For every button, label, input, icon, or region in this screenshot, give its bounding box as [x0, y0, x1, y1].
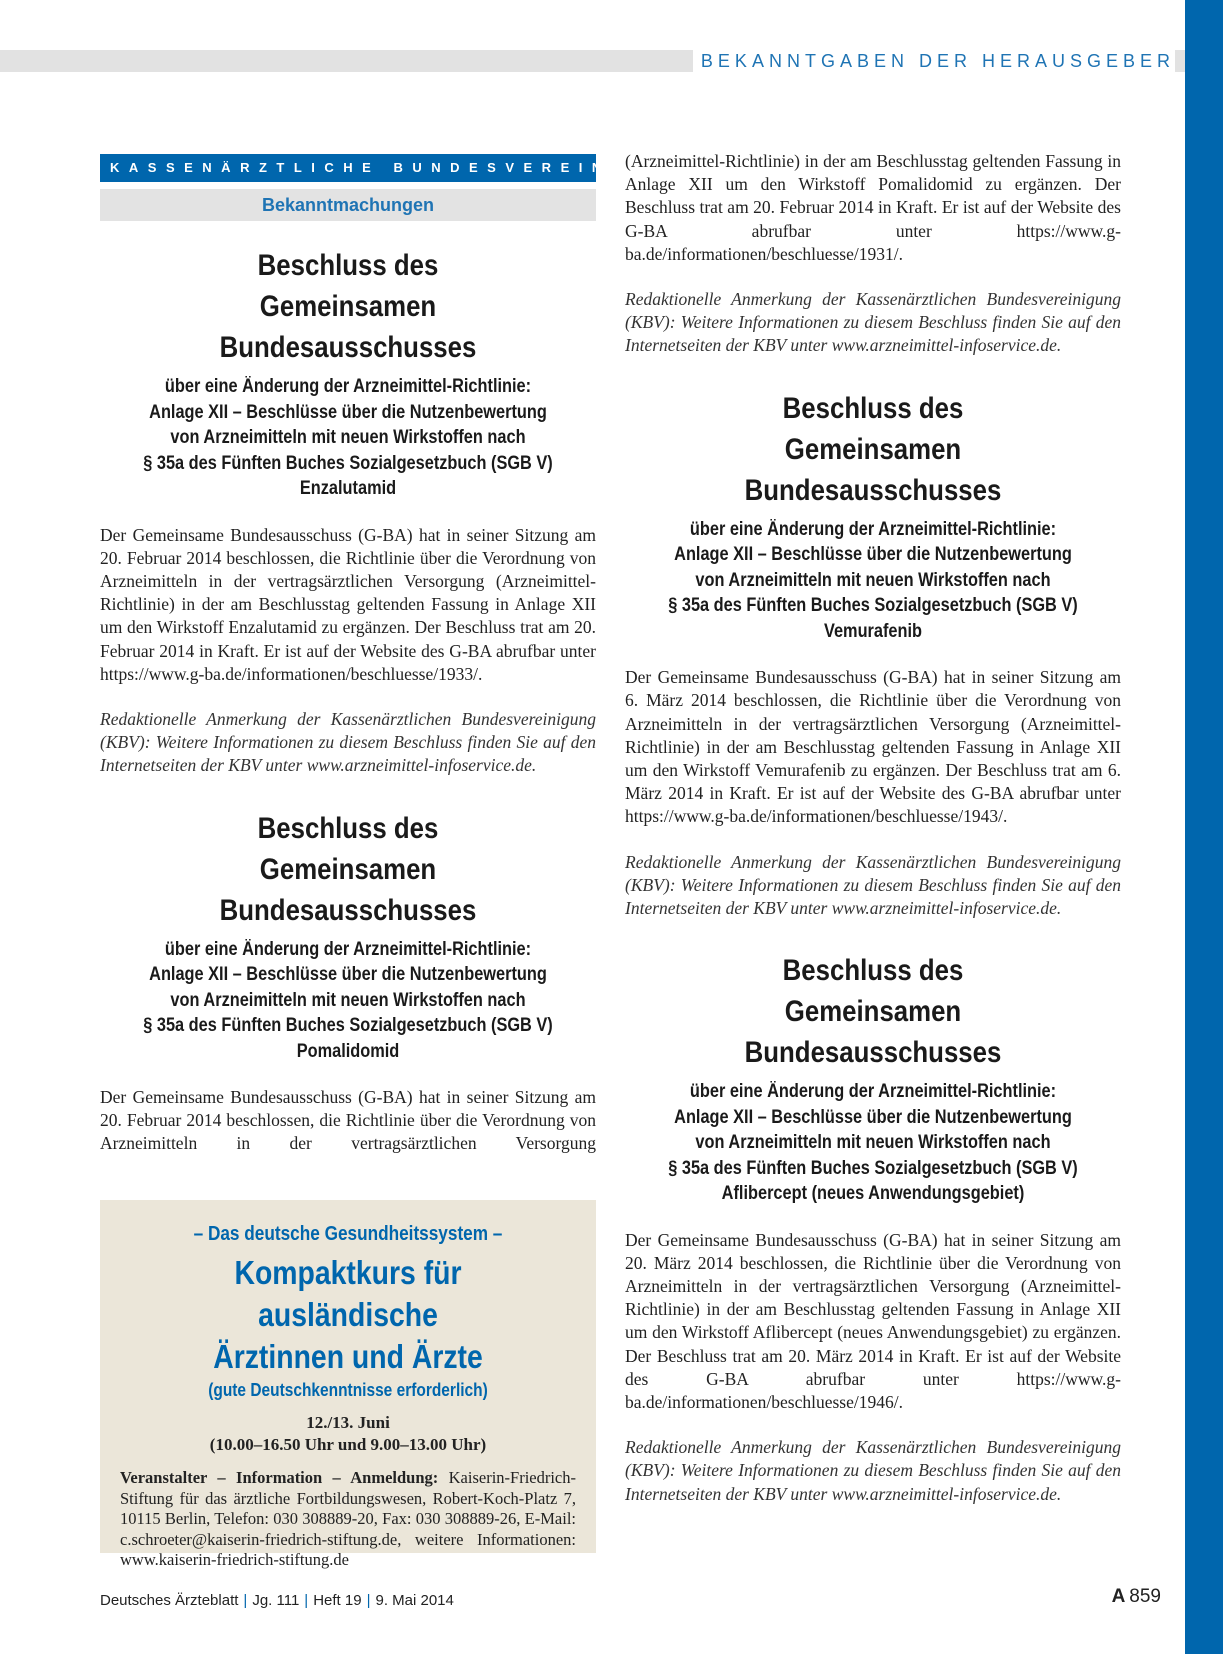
article-subtitle: über eine Änderung der Arzneimittel-Richtlinie: Anlage XII – Beschlüsse über die Nutzenbewertung von Arzneimitteln mit neuen Wirkstoffen nach § 35a des Fünften Buches Sozialgesetzbuch (SGB V) Pomalidomid — [143, 938, 553, 1062]
article-body: Der Gemeinsame Bundesausschuss (G-BA) hat in seiner Sitzung am 20. März 2014 beschlossen, die Richtlinie über die Verordnung von Arzneimitteln in der vertragsärztlichen Versorgung (Arzneimittel-Richtlinie) in der am Beschlusstag geltenden Fassung in Anlage XII um den Wirkstoff Aflibercept (neues Anwendungsgebiet) zu ergänzen. Der Beschluss trat am 20. März 2014 in Kraft. Er ist auf der Website des G-BA abrufbar unter https://www.g-ba.de/informationen/beschluesse/1946/. — [625, 1229, 1121, 1413]
editorial-note: Redaktionelle Anmerkung der Kassenärztlichen Bundesvereinigung (KBV): Weitere Informationen zu diesem Beschluss finden Sie auf den Internetseiten der KBV unter www.arzneimittel-infoservice.de. — [100, 708, 596, 776]
left-column — [100, 154, 701, 1156]
article-title: Beschluss des Gemeinsamen Bundesausschusses — [744, 954, 1002, 1070]
right-column — [625, 150, 1121, 1506]
article-pomalidomid — [100, 808, 596, 1156]
article-title: Beschluss des Gemeinsamen Bundesausschusses — [219, 249, 477, 364]
article-aflibercept — [625, 950, 1121, 1506]
article-body: Der Gemeinsame Bundesausschuss (G-BA) hat in seiner Sitzung am 20. Februar 2014 beschlossen, die Richtlinie über die Verordnung von Arzneimitteln in der vertragsärztlichen Versorgung — [100, 1087, 596, 1154]
page-number: A 859 — [1111, 1586, 1161, 1607]
article-enzalutamid — [100, 245, 596, 778]
article-body: Der Gemeinsame Bundesausschuss (G-BA) hat in seiner Sitzung am 6. März 2014 beschlossen, die Richtlinie über die Verordnung von Arzneimitteln in der vertragsärztlichen Versorgung (Arzneimittel-Richtlinie) in der am Beschlusstag geltenden Fassung in Anlage XII um den Wirkstoff Vemurafenib zu ergänzen. Der Beschluss trat am 6. März 2014 in Kraft. Er ist auf der Website des G-BA abrufbar unter https://www.g-ba.de/informationen/beschluesse/1943/. — [625, 667, 1121, 827]
ad-dates: 12./13. Juni (10.00–16.50 Uhr und 9.00–13.00 Uhr) — [209, 1413, 487, 1454]
course-ad-box — [100, 1200, 596, 1569]
section-header: BEKANNTGABEN DER HERAUSGEBER — [693, 50, 1175, 72]
editorial-note: Redaktionelle Anmerkung der Kassenärztlichen Bundesvereinigung (KBV): Weitere Informationen zu diesem Beschluss finden Sie auf den Internetseiten der KBV unter www.arzneimittel-infoservice.de. — [625, 289, 1121, 356]
ad-title: Kompaktkurs für ausländische Ärztinnen und Ärzte — [213, 1254, 483, 1375]
article-subtitle: über eine Änderung der Arzneimittel-Richtlinie: Anlage XII – Beschlüsse über die Nutzenbewertung von Arzneimitteln mit neuen Wirkstoffen nach § 35a des Fünften Buches Sozialgesetzbuch (SGB V) Vemurafenib — [668, 518, 1078, 642]
side-color-bar — [1185, 0, 1223, 1654]
article-subtitle: über eine Änderung der Arzneimittel-Richtlinie: Anlage XII – Beschlüsse über die Nutzenbewertung von Arzneimitteln mit neuen Wirkstoffen nach § 35a des Fünften Buches Sozialgesetzbuch (SGB V) Enzalutamid — [143, 376, 553, 499]
article-body: Der Gemeinsame Bundesausschuss (G-BA) hat in seiner Sitzung am 20. Februar 2014 beschlossen, die Richtlinie über die Verordnung von Arzneimitteln in der vertragsärztlichen Versorgung (Arzneimittel-Richtlinie) in der am Beschlusstag geltenden Fassung in Anlage XII um den Wirkstoff Enzalutamid zu ergänzen. Der Beschluss trat am 20. Februar 2014 in Kraft. Er ist auf der Website des G-BA abrufbar unter https://www.g-ba.de/informationen/beschluesse/1933/. — [100, 524, 596, 684]
article-title: Beschluss des Gemeinsamen Bundesausschusses — [219, 811, 477, 927]
article-title: Beschluss des Gemeinsamen Bundesausschusses — [744, 391, 1002, 507]
article-body-continued: (Arzneimittel-Richtlinie) in der am Beschlusstag geltenden Fassung in Anlage XII um den Wirkstoff Pomalidomid zu ergänzen. Der Beschluss trat am 20. Februar 2014 in Kraft. Er ist auf der Website des G-BA abrufbar unter https://www.g-ba.de/informationen/beschluesse/1931/. — [625, 151, 1121, 264]
org-bar: KASSENÄRZTLICHE BUNDESVEREINIGUNG — [100, 154, 596, 182]
ad-requirement: (gute Deutschkenntnisse erforderlich) — [208, 1380, 488, 1400]
ad-contact: Veranstalter – Information – Anmeldung: Kaiserin-Friedrich-Stiftung für das ärztliche Fortbildungswesen, Robert-Koch-Platz 7, 10115 Berlin, Telefon: 030 308889-20, Fax: 030 308889-26, E-Mail: c.schroeter@kaiserin-friedrich-stiftung.de, weitere Informationen: www.kaiserin-friedrich-stiftung.de — [120, 1468, 577, 1569]
article-subtitle: über eine Änderung der Arzneimittel-Richtlinie: Anlage XII – Beschlüsse über die Nutzenbewertung von Arzneimitteln mit neuen Wirkstoffen nach § 35a des Fünften Buches Sozialgesetzbuch (SGB V) Aflibercept (neues Anwendungsgebiet) — [668, 1081, 1078, 1205]
editorial-note: Redaktionelle Anmerkung der Kassenärztlichen Bundesvereinigung (KBV): Weitere Informationen zu diesem Beschluss finden Sie auf den Internetseiten der KBV unter www.arzneimittel-infoservice.de. — [625, 851, 1121, 918]
subsection-title: Bekanntmachungen — [100, 189, 596, 221]
ad-subtitle: – Das deutsche Gesundheitssystem – — [193, 1223, 503, 1245]
footer-citation: Deutsches Ärzteblatt | Jg. 111 | Heft 19 | 9. Mai 2014 — [100, 1592, 454, 1609]
article-vemurafenib — [625, 388, 1121, 921]
editorial-note: Redaktionelle Anmerkung der Kassenärztlichen Bundesvereinigung (KBV): Weitere Informationen zu diesem Beschluss finden Sie auf den Internetseiten der KBV unter www.arzneimittel-infoservice.de. — [625, 1437, 1121, 1504]
